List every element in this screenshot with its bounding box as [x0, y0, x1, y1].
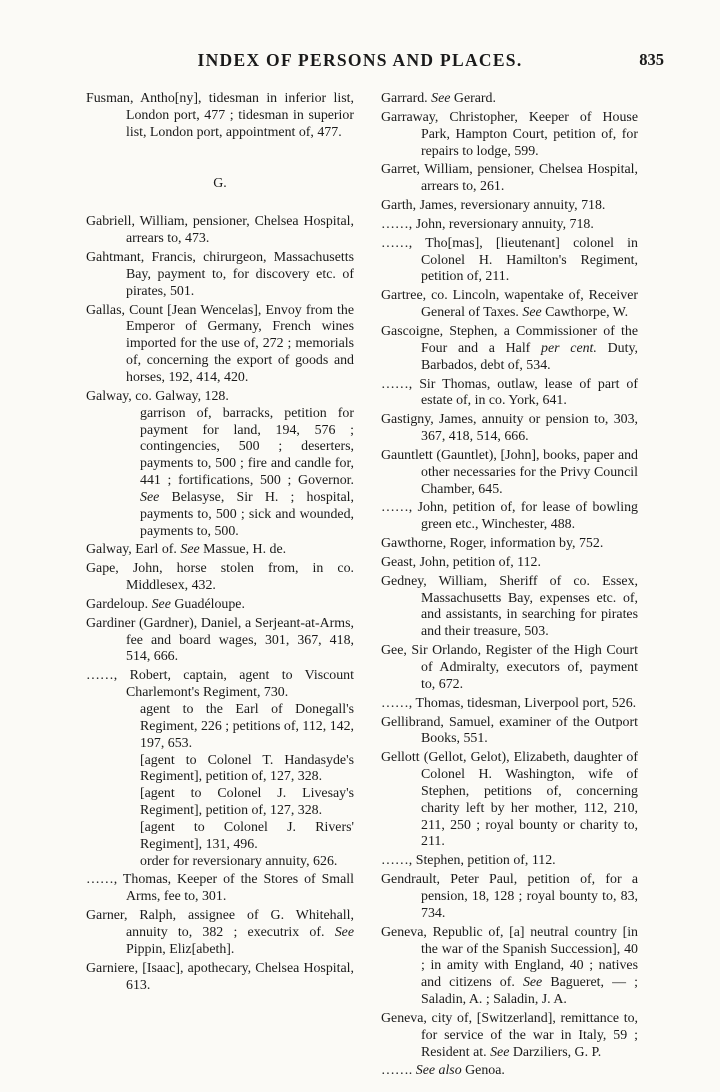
sub-entry: [agent to Colonel J. Livesay's Regiment], petition of, 127, 328. — [140, 786, 354, 819]
index-entry — [381, 448, 638, 499]
page-title: INDEX OF PERSONS AND PLACES. — [197, 50, 523, 70]
index-entry — [381, 236, 638, 287]
entry-text: Duty, Barbados, debt of, 534. — [421, 340, 638, 373]
index-entry — [86, 389, 354, 541]
sub-entry — [140, 406, 354, 541]
index-entry — [381, 110, 638, 161]
entry-text: Galway, Earl of. — [86, 542, 177, 558]
entry-text: Gardeloup. — [86, 596, 149, 612]
entry-text: ……, Thomas, tidesman, Liverpool port, 526. — [381, 695, 637, 711]
index-entry — [86, 214, 354, 248]
index-entry — [86, 616, 354, 667]
index-entry — [381, 198, 638, 215]
index-entry — [86, 668, 354, 870]
entry-text: Bagueret, — ; Saladin, A. ; Saladin, J. A. — [421, 975, 638, 1008]
entry-text: Galway, co. Galway, 128. — [86, 388, 229, 404]
sub-entry: [agent to Colonel T. Handasyde's Regiment], petition of, 127, 328. — [140, 752, 354, 785]
entry-text: Gabriell, William, pensioner, Chelsea Hospital, arrears to, 473. — [86, 214, 354, 247]
index-entry — [381, 324, 638, 375]
entry-text: Darziliers, G. P. — [512, 1044, 602, 1060]
entry-text: Garraway, Christopher, Keeper of House Park, Hampton Court, petition of, for repairs to lodge, 599. — [381, 109, 638, 159]
italic-phrase: per cent. — [541, 340, 597, 356]
index-entry — [381, 536, 638, 553]
see-reference: See — [431, 91, 451, 106]
entry-text: Belasyse, Sir H. ; hospital, payments to, 500 ; sick and wounded, payments to, 500. — [140, 489, 354, 539]
entry-text: Geneva, Republic of, [a] neutral country [in the war of the Spanish Succession], 40 ; in amity with England, 40 ; natives and citizens of. — [381, 924, 638, 991]
index-entry — [381, 288, 638, 322]
index-entry — [381, 555, 638, 572]
entry-text: Gerard. — [453, 91, 496, 106]
entry-text: ……, John, petition of, for lease of bowling green etc., Winchester, 488. — [381, 500, 638, 533]
entry-text: Geneva, city of, [Switzerland], remittance to, for service of the war in Italy, 59 ; Resident at. — [381, 1010, 638, 1060]
entry-text: Gedney, William, Sheriff of co. Essex, Massachusetts Bay, expenses etc. of, and assistants, in searching for pirates and their treasure, 503. — [381, 573, 638, 640]
index-entry — [381, 643, 638, 694]
entry-text: ……, Thomas, Keeper of the Stores of Small Arms, fee to, 301. — [86, 872, 354, 905]
entry-text: Garth, James, reversionary annuity, 718. — [381, 198, 606, 214]
see-reference: See — [140, 489, 160, 505]
entry-text: Fusman, Antho[ny], tidesman in inferior list, London port, 477 ; tidesman in superior list, London port, appointment of, 477. — [86, 91, 354, 140]
page-number: 835 — [639, 50, 664, 69]
index-entry — [86, 561, 354, 595]
index-entry — [86, 908, 354, 959]
index-entry — [86, 250, 354, 301]
entry-text: ……, Stephen, petition of, 112. — [381, 853, 556, 869]
index-entry — [381, 412, 638, 446]
entry-text: Geast, John, petition of, 112. — [381, 554, 541, 570]
entry-text: Gauntlett (Gauntlet), [John], books, paper and other necessaries for the Privy Council Chamber, 645. — [381, 447, 638, 497]
entry-text: Gellibrand, Samuel, examiner of the Outport Books, 551. — [381, 714, 638, 747]
entry-text: Gape, John, horse stolen from, in co. Middlesex, 432. — [86, 561, 354, 594]
entry-text: ……, Tho[mas], [lieutenant] colonel in Colonel H. Hamilton's Regiment, petition of, 211. — [381, 235, 638, 285]
index-entry — [381, 1063, 638, 1080]
index-entry — [381, 750, 638, 851]
index-entry — [381, 377, 638, 411]
entry-text: ……. — [381, 1063, 413, 1079]
entry-text: Gardiner (Gardner), Daniel, a Serjeant-at-Arms, fee and board wages, 301, 367, 418, 514, 666. — [86, 615, 354, 665]
see-reference: See — [522, 975, 543, 991]
sub-entry: agent to the Earl of Donegall's Regiment, 226 ; petitions of, 112, 142, 197, 653. — [140, 702, 355, 751]
entry-text: Garrard. — [381, 91, 428, 106]
index-entry — [381, 715, 638, 749]
entry-text: Gahtmant, Francis, chirurgeon, Massachusetts Bay, payment to, for discovery etc. of pirates, 501. — [86, 250, 354, 299]
entry-text: Cawthorpe, W. — [545, 305, 629, 321]
entry-text: Garner, Ralph, assignee of G. Whitehall, annuity to, 382 ; executrix of. — [86, 908, 354, 940]
left-column — [86, 91, 354, 996]
entry-text: Pippin, Eliz[abeth]. — [126, 941, 235, 957]
entry-text: garrison of, barracks, petition for payment for land, 194, 576 ; contingencies, 500 ; deserters, payments to, 500 ; fire and candle for, 441 ; fortifications, 500 ; Governor. — [140, 405, 354, 489]
index-entry — [86, 303, 354, 387]
index-entry — [381, 696, 638, 713]
entry-text: Gallas, Count [Jean Wencelas], Envoy from the Emperor of Germany, French wines imported for the use of, 272 ; memorials of, concerning the export of goods and horses, 192, 414, 420. — [86, 302, 354, 385]
entry-text: Massue, H. de. — [203, 542, 287, 558]
entry-text: Garniere, [Isaac], apothecary, Chelsea Hospital, 613. — [86, 960, 354, 993]
entry-text: Gellott (Gellot, Gelot), Elizabeth, daughter of Colonel H. Washington, wife of Stephen, petitions of, concerning charity left by her mother, 112, 210, 211, 250 ; royal bounty or charity to, 211. — [381, 750, 638, 850]
entry-text: Gendrault, Peter Paul, petition of, for a pension, 18, 128 ; royal bounty to, 83, 734. — [381, 872, 638, 921]
index-entry — [86, 597, 354, 614]
entry-text: Garret, William, pensioner, Chelsea Hospital, arrears to, 261. — [381, 162, 638, 195]
see-reference: See — [334, 924, 354, 940]
index-entry — [381, 500, 638, 534]
see-reference: See — [522, 305, 542, 321]
see-reference: See — [151, 596, 171, 612]
entry-text: ……, Sir Thomas, outlaw, lease of part of estate of, in co. York, 641. — [381, 376, 638, 409]
see-reference: See — [180, 542, 200, 558]
entry-text: Genoa. — [465, 1063, 505, 1079]
running-head — [0, 50, 720, 74]
section-letter: G. — [213, 175, 227, 191]
index-entry — [381, 925, 638, 1009]
index-entry — [381, 872, 638, 923]
sub-entry: order for reversionary annuity, 626. — [140, 853, 338, 869]
index-entry — [86, 542, 354, 559]
index-entry — [381, 91, 638, 108]
entry-text: Gascoigne, Stephen, a Commissioner of the Four and a Half — [381, 323, 638, 356]
entry-text: ……, John, reversionary annuity, 718. — [381, 216, 594, 232]
see-also-reference: See also — [415, 1063, 462, 1079]
index-entry — [86, 91, 354, 142]
index-entry — [381, 162, 638, 196]
see-reference: See — [490, 1044, 510, 1060]
entry-text: Gawthorne, Roger, information by, 752. — [381, 536, 604, 552]
entry-text: Guadéloupe. — [174, 596, 245, 612]
entry-text: Gartree, co. Lincoln, wapentake of, Receiver General of Taxes. — [381, 288, 638, 321]
index-entry — [381, 574, 638, 641]
index-entry — [381, 1011, 638, 1062]
entry-text: Gastigny, James, annuity or pension to, 303, 367, 418, 514, 666. — [381, 412, 638, 445]
sub-entry: [agent to Colonel J. Rivers' Regiment], 131, 496. — [140, 819, 354, 852]
index-entry — [86, 961, 354, 995]
index-entry — [381, 217, 638, 234]
entry-text: ……, Robert, captain, agent to Viscount Charlemont's Regiment, 730. — [86, 668, 354, 701]
right-column — [381, 91, 638, 1082]
entry-text: Gee, Sir Orlando, Register of the High Court of Admiralty, executors of, payment to, 672. — [381, 643, 638, 692]
index-entry — [381, 853, 638, 870]
index-entry — [86, 872, 354, 906]
